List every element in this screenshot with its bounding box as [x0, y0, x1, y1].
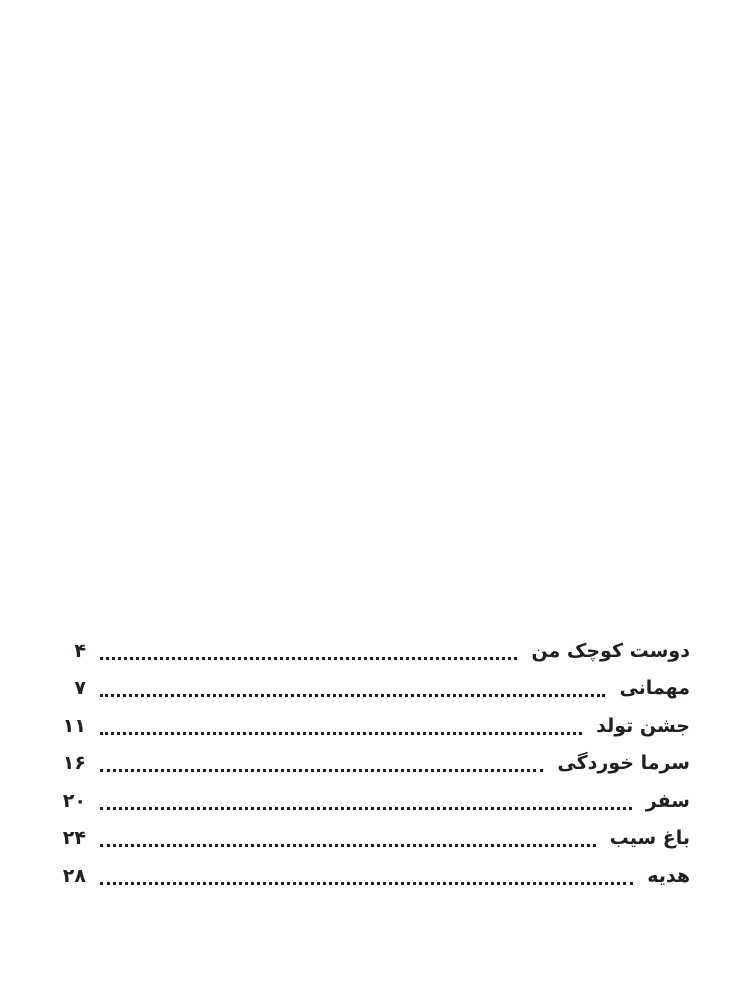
dot-leader	[100, 691, 605, 697]
toc-entry-title: هدیه	[647, 864, 690, 887]
toc-entry-page: ۷	[74, 677, 86, 700]
toc-entry	[52, 857, 690, 895]
toc-entry-page: ۲۴	[62, 827, 86, 850]
toc-entry	[52, 745, 690, 783]
toc-entry-page: ۱۱	[62, 714, 86, 737]
dot-leader	[100, 841, 596, 847]
toc-entry-title: سفر	[645, 789, 690, 812]
toc-entry-page: ۲۰	[62, 789, 86, 812]
toc-entry-title: سرما خوردگی	[557, 752, 690, 775]
toc-entry-title: جشن تولد	[596, 714, 690, 737]
toc-entry-title: مهمانی	[619, 677, 690, 700]
toc-entry	[52, 707, 690, 745]
toc-entry-page: ۱۶	[62, 752, 86, 775]
toc-entry	[52, 782, 690, 820]
toc-entry-title: دوست کوچک من	[531, 639, 690, 662]
toc-entry-page: ۲۸	[62, 864, 86, 887]
table-of-contents	[52, 632, 690, 895]
dot-leader	[100, 879, 633, 885]
dot-leader	[100, 654, 517, 660]
toc-entry-title: باغ سیب	[609, 827, 690, 850]
toc-entry	[52, 820, 690, 858]
toc-entry	[52, 632, 690, 670]
toc-entry	[52, 670, 690, 708]
dot-leader	[100, 766, 543, 772]
dot-leader	[100, 729, 582, 735]
dot-leader	[100, 804, 632, 810]
toc-entry-page: ۴	[74, 639, 86, 662]
